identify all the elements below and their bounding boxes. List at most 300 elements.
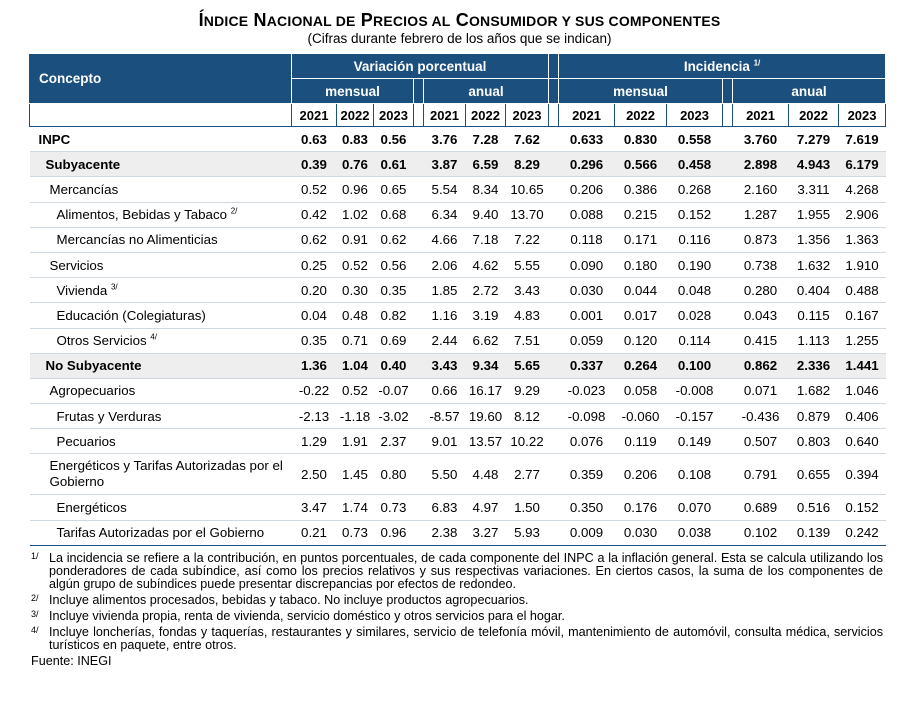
spacer-cell bbox=[723, 328, 733, 353]
cell-inc-a: 0.803 bbox=[789, 429, 839, 454]
spacer-cell bbox=[723, 152, 733, 177]
cell-var-m: 0.80 bbox=[374, 454, 414, 495]
row-label: Agropecuarios bbox=[30, 378, 292, 403]
cell-var-m: 0.73 bbox=[337, 520, 374, 545]
spacer-cell bbox=[414, 127, 424, 152]
cell-inc-m: 0.633 bbox=[559, 127, 615, 152]
cell-inc-m: 0.116 bbox=[667, 227, 723, 252]
cell-inc-a: -0.436 bbox=[733, 404, 789, 429]
cell-inc-a: 2.898 bbox=[733, 152, 789, 177]
spacer-cell bbox=[549, 378, 559, 403]
cell-var-m: 1.36 bbox=[292, 353, 337, 378]
cell-var-m: -0.07 bbox=[374, 378, 414, 403]
spacer-cell bbox=[414, 404, 424, 429]
cell-var-m: 0.40 bbox=[374, 353, 414, 378]
cell-var-a: 13.70 bbox=[506, 202, 549, 227]
spacer-cell bbox=[549, 252, 559, 277]
cell-inc-a: 1.910 bbox=[839, 252, 886, 277]
cell-inc-m: 0.149 bbox=[667, 429, 723, 454]
cell-inc-a: 1.955 bbox=[789, 202, 839, 227]
cell-var-m: 0.20 bbox=[292, 278, 337, 303]
cell-var-a: 9.34 bbox=[466, 353, 506, 378]
cell-inc-m: 0.059 bbox=[559, 328, 615, 353]
cell-var-a: 3.76 bbox=[424, 127, 466, 152]
cell-var-a: 7.62 bbox=[506, 127, 549, 152]
cell-inc-m: 0.058 bbox=[615, 378, 667, 403]
cell-var-a: 5.50 bbox=[424, 454, 466, 495]
cell-var-m: 0.56 bbox=[374, 252, 414, 277]
cell-var-m: 0.63 bbox=[292, 127, 337, 152]
cell-inc-m: 0.108 bbox=[667, 454, 723, 495]
year-label: 2022 bbox=[466, 104, 506, 127]
spacer-cell bbox=[414, 278, 424, 303]
cell-inc-a: 0.415 bbox=[733, 328, 789, 353]
cell-inc-a: 1.113 bbox=[789, 328, 839, 353]
cell-inc-a: 0.516 bbox=[789, 495, 839, 520]
table-row bbox=[30, 495, 886, 520]
cell-inc-a: 0.873 bbox=[733, 227, 789, 252]
cell-var-m: 0.62 bbox=[292, 227, 337, 252]
year-label: 2022 bbox=[615, 104, 667, 127]
cell-var-m: -0.22 bbox=[292, 378, 337, 403]
cell-var-a: 9.01 bbox=[424, 429, 466, 454]
year-label: 2023 bbox=[667, 104, 723, 127]
cell-var-a: 3.27 bbox=[466, 520, 506, 545]
year-label: 2021 bbox=[424, 104, 466, 127]
cell-inc-a: 1.682 bbox=[789, 378, 839, 403]
year-label: 2021 bbox=[559, 104, 615, 127]
cell-var-m: -2.13 bbox=[292, 404, 337, 429]
cell-inc-m: 0.359 bbox=[559, 454, 615, 495]
cell-inc-a: 4.268 bbox=[839, 177, 886, 202]
year-label: 2022 bbox=[789, 104, 839, 127]
cell-inc-m: 0.114 bbox=[667, 328, 723, 353]
cell-inc-m: 0.038 bbox=[667, 520, 723, 545]
spacer-cell bbox=[723, 353, 733, 378]
cell-inc-m: 0.190 bbox=[667, 252, 723, 277]
cell-var-a: 10.22 bbox=[506, 429, 549, 454]
row-label: Servicios bbox=[30, 252, 292, 277]
row-label: Energéticos y Tarifas Autorizadas por el Gobierno bbox=[30, 454, 292, 495]
spacer-cell bbox=[414, 177, 424, 202]
cell-var-a: 6.59 bbox=[466, 152, 506, 177]
spacer-cell bbox=[549, 353, 559, 378]
cell-var-a: 3.87 bbox=[424, 152, 466, 177]
cell-inc-a: 0.791 bbox=[733, 454, 789, 495]
spacer-cell bbox=[723, 429, 733, 454]
spacer-cell bbox=[549, 227, 559, 252]
table-row bbox=[30, 454, 886, 495]
table-row bbox=[30, 429, 886, 454]
cell-inc-m: -0.023 bbox=[559, 378, 615, 403]
spacer-cell bbox=[549, 454, 559, 495]
table-row bbox=[30, 378, 886, 403]
cell-inc-a: 0.139 bbox=[789, 520, 839, 545]
row-label: No Subyacente bbox=[30, 353, 292, 378]
cell-var-m: 0.21 bbox=[292, 520, 337, 545]
cell-inc-a: 0.879 bbox=[789, 404, 839, 429]
cell-inc-m: 0.206 bbox=[615, 454, 667, 495]
cell-inc-m: 0.048 bbox=[667, 278, 723, 303]
cell-inc-a: 0.655 bbox=[789, 454, 839, 495]
table-row bbox=[30, 353, 886, 378]
spacer-cell bbox=[414, 202, 424, 227]
cell-inc-m: 0.268 bbox=[667, 177, 723, 202]
spacer-cell bbox=[723, 252, 733, 277]
spacer-cell bbox=[549, 328, 559, 353]
footnote: 1/ La incidencia se refiere a la contribución, en puntos porcentuales, de cada componente del INPC a la inflación general. Esta se calcula utilizando los ponderadores de cada subíndice, así como los precios relativos y sus respectivas variaciones. En ciertos casos, la suma de los componentes de algún grupo de subíndices puede presentar discrepancias por efectos de redondeo. bbox=[31, 551, 883, 591]
cell-inc-m: 0.296 bbox=[559, 152, 615, 177]
row-label: Alimentos, Bebidas y Tabaco $^{2/}$ bbox=[30, 202, 292, 227]
cell-var-a: -8.57 bbox=[424, 404, 466, 429]
cell-inc-m: -0.098 bbox=[559, 404, 615, 429]
cell-inc-a: 2.160 bbox=[733, 177, 789, 202]
cell-inc-a: 7.619 bbox=[839, 127, 886, 152]
cell-var-m: 0.96 bbox=[374, 520, 414, 545]
cell-var-a: 6.34 bbox=[424, 202, 466, 227]
cell-inc-a: 1.356 bbox=[789, 227, 839, 252]
spacer-cell bbox=[723, 278, 733, 303]
cell-inc-m: 0.009 bbox=[559, 520, 615, 545]
cell-var-a: 1.16 bbox=[424, 303, 466, 328]
cell-var-m: 0.96 bbox=[337, 177, 374, 202]
cell-var-m: 0.82 bbox=[374, 303, 414, 328]
table-row bbox=[30, 252, 886, 277]
row-label: Mercancías bbox=[30, 177, 292, 202]
cell-inc-m: 0.088 bbox=[559, 202, 615, 227]
cell-inc-a: 0.043 bbox=[733, 303, 789, 328]
cell-var-a: 19.60 bbox=[466, 404, 506, 429]
spacer-cell bbox=[549, 495, 559, 520]
cell-var-a: 3.43 bbox=[424, 353, 466, 378]
cell-inc-m: 0.017 bbox=[615, 303, 667, 328]
cell-var-m: 0.83 bbox=[337, 127, 374, 152]
spacer-cell bbox=[549, 278, 559, 303]
footnote: 4/ Incluye loncherías, fondas y taquerías, restaurantes y similares, servicio de telefonía móvil, mantenimiento de automóvil, consulta médica, servicios turísticos en paquete, entre otros. bbox=[31, 625, 883, 652]
cell-var-a: 3.19 bbox=[466, 303, 506, 328]
cell-var-a: 5.93 bbox=[506, 520, 549, 545]
header-inc-mensual: mensual bbox=[559, 79, 723, 104]
cell-inc-m: 0.171 bbox=[615, 227, 667, 252]
cell-inc-a: 1.632 bbox=[789, 252, 839, 277]
spacer-cell bbox=[723, 202, 733, 227]
cell-var-a: 7.18 bbox=[466, 227, 506, 252]
cell-inc-m: 0.070 bbox=[667, 495, 723, 520]
cell-var-m: 2.37 bbox=[374, 429, 414, 454]
spacer-cell bbox=[549, 303, 559, 328]
cell-var-a: 7.22 bbox=[506, 227, 549, 252]
header-variacion: Variación porcentual bbox=[292, 54, 549, 79]
cell-var-a: 4.48 bbox=[466, 454, 506, 495]
header-var-anual: anual bbox=[424, 79, 549, 104]
cell-var-m: 0.71 bbox=[337, 328, 374, 353]
cell-inc-a: 6.179 bbox=[839, 152, 886, 177]
table-body bbox=[30, 127, 886, 546]
table-row bbox=[30, 202, 886, 227]
row-label: Pecuarios bbox=[30, 429, 292, 454]
row-label: Vivienda $^{3/}$ bbox=[30, 278, 292, 303]
cell-var-a: 6.62 bbox=[466, 328, 506, 353]
spacer-cell bbox=[549, 202, 559, 227]
cell-var-a: 2.72 bbox=[466, 278, 506, 303]
cell-inc-m: 0.458 bbox=[667, 152, 723, 177]
cell-inc-m: 0.044 bbox=[615, 278, 667, 303]
cell-inc-a: 0.640 bbox=[839, 429, 886, 454]
cell-inc-a: 0.152 bbox=[839, 495, 886, 520]
cell-var-a: 4.83 bbox=[506, 303, 549, 328]
spacer-cell bbox=[723, 378, 733, 403]
cell-inc-m: 0.176 bbox=[615, 495, 667, 520]
cell-var-m: 0.30 bbox=[337, 278, 374, 303]
cell-var-a: 5.55 bbox=[506, 252, 549, 277]
cell-var-a: 5.54 bbox=[424, 177, 466, 202]
row-label: Subyacente bbox=[30, 152, 292, 177]
cell-var-a: 7.28 bbox=[466, 127, 506, 152]
spacer-cell bbox=[723, 404, 733, 429]
cell-var-m: 0.52 bbox=[337, 378, 374, 403]
cell-var-a: 16.17 bbox=[466, 378, 506, 403]
table-row bbox=[30, 227, 886, 252]
spacer-cell bbox=[723, 127, 733, 152]
cell-var-m: 0.48 bbox=[337, 303, 374, 328]
cell-inc-m: -0.060 bbox=[615, 404, 667, 429]
spacer-cell bbox=[723, 227, 733, 252]
spacer-cell bbox=[414, 429, 424, 454]
row-label: Energéticos bbox=[30, 495, 292, 520]
cell-inc-m: 0.090 bbox=[559, 252, 615, 277]
cell-var-m: 0.52 bbox=[292, 177, 337, 202]
cell-var-m: 0.39 bbox=[292, 152, 337, 177]
year-label: 2023 bbox=[374, 104, 414, 127]
cell-var-m: 0.69 bbox=[374, 328, 414, 353]
row-label: Frutas y Verduras bbox=[30, 404, 292, 429]
row-label: Otros Servicios $^{4/}$ bbox=[30, 328, 292, 353]
spacer-cell bbox=[723, 454, 733, 495]
cell-var-a: 8.12 bbox=[506, 404, 549, 429]
cell-var-m: 0.62 bbox=[374, 227, 414, 252]
row-label: Tarifas Autorizadas por el Gobierno bbox=[30, 520, 292, 545]
cell-var-a: 10.65 bbox=[506, 177, 549, 202]
spacer-cell bbox=[549, 404, 559, 429]
table-row bbox=[30, 278, 886, 303]
table-row bbox=[30, 328, 886, 353]
cell-var-m: 1.45 bbox=[337, 454, 374, 495]
cell-inc-a: 0.115 bbox=[789, 303, 839, 328]
year-label: 2023 bbox=[839, 104, 886, 127]
cell-var-m: 0.56 bbox=[374, 127, 414, 152]
cell-inc-a: 1.441 bbox=[839, 353, 886, 378]
cell-var-a: 8.34 bbox=[466, 177, 506, 202]
cell-inc-m: 0.028 bbox=[667, 303, 723, 328]
footnote: 2/ Incluye alimentos procesados, bebidas y tabaco. No incluye productos agropecuarios. bbox=[31, 593, 529, 607]
cell-inc-m: -0.157 bbox=[667, 404, 723, 429]
cell-var-a: 2.77 bbox=[506, 454, 549, 495]
cell-inc-m: 0.830 bbox=[615, 127, 667, 152]
cell-inc-m: 0.206 bbox=[559, 177, 615, 202]
cell-var-a: 7.51 bbox=[506, 328, 549, 353]
cell-inc-m: 0.566 bbox=[615, 152, 667, 177]
cell-inc-a: 0.862 bbox=[733, 353, 789, 378]
cell-var-m: -1.18 bbox=[337, 404, 374, 429]
cell-inc-m: 0.118 bbox=[559, 227, 615, 252]
cell-var-m: 3.47 bbox=[292, 495, 337, 520]
cell-inc-a: 1.255 bbox=[839, 328, 886, 353]
cell-inc-m: 0.350 bbox=[559, 495, 615, 520]
spacer-cell bbox=[414, 328, 424, 353]
cell-inc-m: 0.152 bbox=[667, 202, 723, 227]
cell-var-m: 1.02 bbox=[337, 202, 374, 227]
spacer-cell bbox=[414, 227, 424, 252]
header-var-mensual: mensual bbox=[292, 79, 414, 104]
cell-inc-m: 0.119 bbox=[615, 429, 667, 454]
cell-inc-m: 0.386 bbox=[615, 177, 667, 202]
footnotes bbox=[31, 552, 883, 668]
table-row bbox=[30, 177, 886, 202]
spacer-cell bbox=[549, 520, 559, 545]
cell-var-a: 4.62 bbox=[466, 252, 506, 277]
row-label: Educación (Colegiaturas) bbox=[30, 303, 292, 328]
header-incidencia: Incidencia $^{1/}$ bbox=[559, 54, 886, 79]
cell-inc-a: 0.102 bbox=[733, 520, 789, 545]
cell-var-m: 0.65 bbox=[374, 177, 414, 202]
table-row bbox=[30, 404, 886, 429]
row-label: INPC bbox=[30, 127, 292, 152]
year-header-row bbox=[30, 104, 886, 127]
cell-inc-a: 1.363 bbox=[839, 227, 886, 252]
cell-var-m: 0.35 bbox=[374, 278, 414, 303]
cell-inc-a: 2.336 bbox=[789, 353, 839, 378]
cell-var-a: 2.06 bbox=[424, 252, 466, 277]
cell-inc-a: 0.394 bbox=[839, 454, 886, 495]
page-subtitle: (Cifras durante febrero de los años que se indican) bbox=[307, 31, 612, 46]
cell-var-m: 0.52 bbox=[337, 252, 374, 277]
cell-inc-a: 0.167 bbox=[839, 303, 886, 328]
inpc-table bbox=[29, 53, 886, 546]
cell-var-m: 0.76 bbox=[337, 152, 374, 177]
cell-inc-m: 0.120 bbox=[615, 328, 667, 353]
page-title: ÍNDICE NACIONAL DE PRECIOS AL CONSUMIDOR Y SUS COMPONENTES bbox=[198, 10, 721, 30]
cell-inc-m: 0.558 bbox=[667, 127, 723, 152]
cell-var-m: 1.04 bbox=[337, 353, 374, 378]
cell-inc-m: 0.030 bbox=[615, 520, 667, 545]
cell-inc-a: 0.488 bbox=[839, 278, 886, 303]
table-row bbox=[30, 152, 886, 177]
cell-inc-a: 0.404 bbox=[789, 278, 839, 303]
cell-inc-a: 7.279 bbox=[789, 127, 839, 152]
spacer-cell bbox=[414, 152, 424, 177]
cell-var-a: 2.38 bbox=[424, 520, 466, 545]
cell-inc-m: -0.008 bbox=[667, 378, 723, 403]
cell-var-m: 0.25 bbox=[292, 252, 337, 277]
cell-inc-m: 0.264 bbox=[615, 353, 667, 378]
cell-var-a: 1.85 bbox=[424, 278, 466, 303]
cell-var-m: -3.02 bbox=[374, 404, 414, 429]
cell-inc-m: 0.180 bbox=[615, 252, 667, 277]
cell-var-a: 9.29 bbox=[506, 378, 549, 403]
cell-var-m: 0.42 bbox=[292, 202, 337, 227]
cell-var-a: 4.97 bbox=[466, 495, 506, 520]
cell-inc-m: 0.337 bbox=[559, 353, 615, 378]
table-row bbox=[30, 520, 886, 545]
cell-inc-m: 0.215 bbox=[615, 202, 667, 227]
cell-inc-a: 3.760 bbox=[733, 127, 789, 152]
cell-inc-m: 0.001 bbox=[559, 303, 615, 328]
cell-var-a: 0.66 bbox=[424, 378, 466, 403]
year-label: 2023 bbox=[506, 104, 549, 127]
spacer-cell bbox=[549, 152, 559, 177]
table-row bbox=[30, 303, 886, 328]
cell-var-a: 6.83 bbox=[424, 495, 466, 520]
cell-inc-a: 3.311 bbox=[789, 177, 839, 202]
year-label: 2022 bbox=[337, 104, 374, 127]
cell-var-m: 0.61 bbox=[374, 152, 414, 177]
cell-inc-a: 4.943 bbox=[789, 152, 839, 177]
spacer-cell bbox=[414, 252, 424, 277]
cell-var-m: 0.91 bbox=[337, 227, 374, 252]
cell-inc-m: 0.030 bbox=[559, 278, 615, 303]
cell-inc-a: 0.242 bbox=[839, 520, 886, 545]
cell-inc-a: 0.507 bbox=[733, 429, 789, 454]
cell-var-a: 5.65 bbox=[506, 353, 549, 378]
spacer-cell bbox=[549, 429, 559, 454]
spacer-cell bbox=[414, 454, 424, 495]
cell-var-a: 9.40 bbox=[466, 202, 506, 227]
cell-var-m: 0.35 bbox=[292, 328, 337, 353]
cell-inc-m: 0.076 bbox=[559, 429, 615, 454]
spacer-cell bbox=[723, 177, 733, 202]
spacer-cell bbox=[414, 353, 424, 378]
cell-var-a: 13.57 bbox=[466, 429, 506, 454]
cell-inc-a: 1.287 bbox=[733, 202, 789, 227]
spacer-cell bbox=[723, 495, 733, 520]
cell-inc-m: 0.100 bbox=[667, 353, 723, 378]
year-label: 2021 bbox=[292, 104, 337, 127]
spacer-cell bbox=[723, 303, 733, 328]
cell-var-m: 2.50 bbox=[292, 454, 337, 495]
cell-var-a: 1.50 bbox=[506, 495, 549, 520]
cell-var-a: 8.29 bbox=[506, 152, 549, 177]
cell-var-m: 0.73 bbox=[374, 495, 414, 520]
header-inc-anual: anual bbox=[733, 79, 886, 104]
spacer-cell bbox=[414, 495, 424, 520]
cell-inc-a: 0.280 bbox=[733, 278, 789, 303]
footnote: 3/ Incluye vivienda propia, renta de vivienda, servicio doméstico y otros servicios para el hogar. bbox=[31, 609, 565, 623]
cell-inc-a: 2.906 bbox=[839, 202, 886, 227]
row-label: Mercancías no Alimenticias bbox=[30, 227, 292, 252]
cell-var-m: 0.04 bbox=[292, 303, 337, 328]
cell-var-m: 1.91 bbox=[337, 429, 374, 454]
cell-var-m: 1.74 bbox=[337, 495, 374, 520]
cell-var-m: 1.29 bbox=[292, 429, 337, 454]
cell-inc-a: 0.738 bbox=[733, 252, 789, 277]
cell-inc-a: 0.406 bbox=[839, 404, 886, 429]
year-label: 2021 bbox=[733, 104, 789, 127]
cell-var-a: 2.44 bbox=[424, 328, 466, 353]
spacer-cell bbox=[549, 127, 559, 152]
spacer-cell bbox=[549, 177, 559, 202]
cell-var-a: 4.66 bbox=[424, 227, 466, 252]
table-row bbox=[30, 127, 886, 152]
cell-inc-a: 0.689 bbox=[733, 495, 789, 520]
header-concepto: Concepto bbox=[30, 54, 292, 104]
source-note: Fuente: INEGI bbox=[31, 654, 112, 668]
cell-inc-a: 0.071 bbox=[733, 378, 789, 403]
spacer-cell bbox=[414, 378, 424, 403]
spacer-cell bbox=[414, 520, 424, 545]
cell-var-a: 3.43 bbox=[506, 278, 549, 303]
spacer-cell bbox=[414, 303, 424, 328]
spacer-cell bbox=[723, 520, 733, 545]
